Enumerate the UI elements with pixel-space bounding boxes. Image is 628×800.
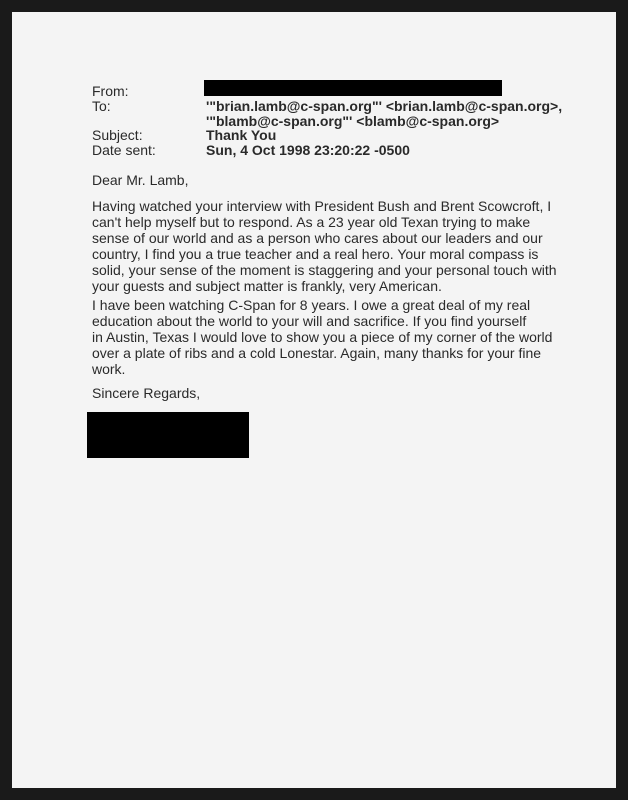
from-label: From: [92,83,129,99]
subject-value: Thank You [206,127,277,143]
signature-redaction [87,412,249,458]
document-page [12,12,616,788]
paragraph-1: Having watched your interview with President Bush and Brent Scowcroft, I can't help myself but to respond. As a 23 year old Texan trying to make sense of our world and as a person who cares about our leaders and our country, I find you a true teacher and a real hero. Your moral compass is solid, your sense of the moment is staggering and your personal touch with your guests and subject matter is frankly, very American. [92,198,557,294]
date-value: Sun, 4 Oct 1998 23:20:22 -0500 [206,142,410,158]
to-value-line2: '"blamb@c-span.org"' <blamb@c-span.org> [206,113,500,129]
greeting: Dear Mr. Lamb, [92,172,189,188]
paragraph-2: I have been watching C-Span for 8 years. I owe a great deal of my real education about the world to your will and sacrifice. If you find yourself in Austin, Texas I would love to show you a piece of my corner of the world over a plate of ribs and a cold Lonestar. Again, many thanks for your fine work. [92,297,553,377]
to-value-line1: '"brian.lamb@c-span.org"' <brian.lamb@c-span.org>, [206,98,563,114]
date-label: Date sent: [92,142,156,158]
subject-label: Subject: [92,127,143,143]
closing: Sincere Regards, [92,385,201,401]
from-redaction [204,80,502,96]
to-label: To: [92,98,111,114]
